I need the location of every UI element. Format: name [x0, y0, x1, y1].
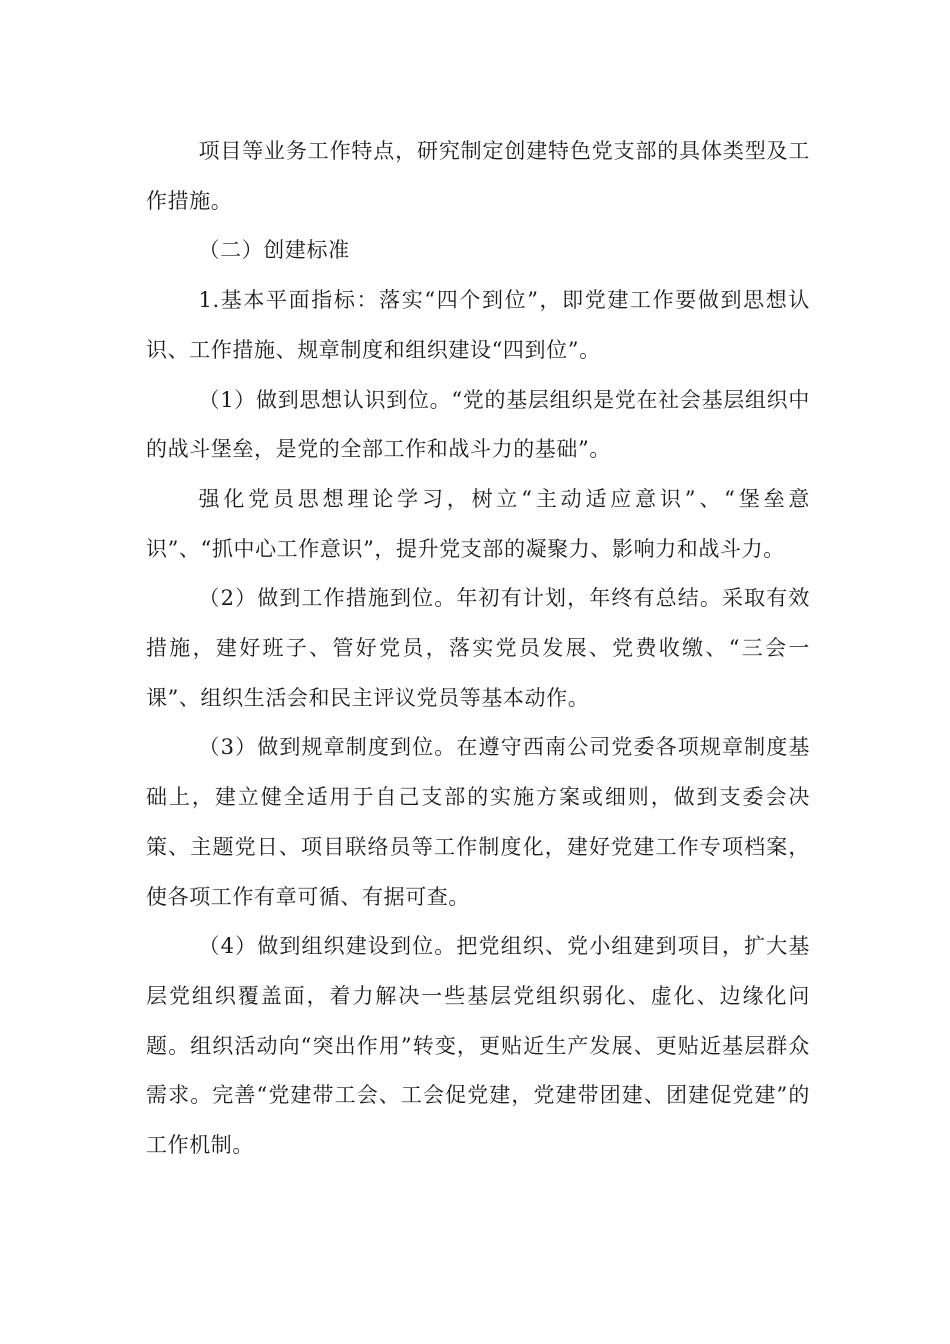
paragraph-work-measures: （2）做到工作措施到位。年初有计划，年终有总结。采取有效措施，建好班子、管好党员，落实党员发展、党费收缴、“三会一课”、组织生活会和民主评议党员等基本动作。 — [146, 586, 810, 710]
paragraph-rules-regulations: （3）做到规章制度到位。在遵守西南公司党委各项规章制度基础上，建立健全适用于自己支部的实施方案或细则，做到支委会决策、主题党日、项目联络员等工作制度化，建好党建工作专项档案，使各项工作有章可循、有据可查。 — [146, 735, 810, 909]
paragraph-ideological-awareness: （1）做到思想认识到位。“党的基层组织是党在社会基层组织中的战斗堡垒，是党的全部工作和战斗力的基础”。 — [146, 387, 810, 462]
document-body — [146, 127, 810, 1171]
section-heading-creation-standards: （二）创建标准 — [198, 238, 350, 263]
paragraph-theory-study: 强化党员思想理论学习，树立“主动适应意识”、“堡垒意识”、“抓中心工作意识”，提升党支部的凝聚力、影响力和战斗力。 — [146, 486, 810, 561]
paragraph-continuation: 项目等业务工作特点，研究制定创建特色党支部的具体类型及工作措施。 — [146, 139, 810, 213]
paragraph-basic-indicators: 1.基本平面指标：落实“四个到位”，即党建工作要做到思想认识、工作措施、规章制度和组织建设“四到位”。 — [146, 288, 810, 362]
paragraph-organization-building: （4）做到组织建设到位。把党组织、党小组建到项目，扩大基层党组织覆盖面，着力解决一些基层党组织弱化、虚化、边缘化问题。组织活动向“突出作用”转变，更贴近生产发展、更贴近基层群众需求。完善“党建带工会、工会促党建，党建带团建、团建促党建”的工作机制。 — [146, 934, 810, 1158]
